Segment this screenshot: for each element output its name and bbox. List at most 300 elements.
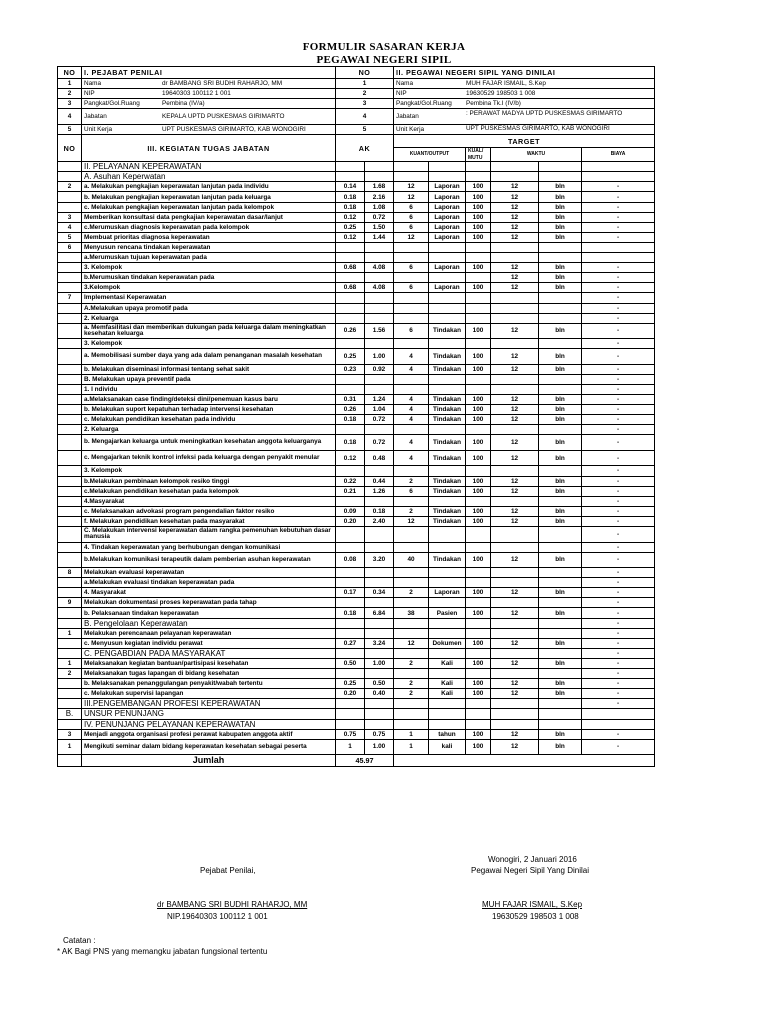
activity-quantity: 1 xyxy=(394,739,429,755)
activity-cost: - xyxy=(582,669,655,679)
activity-text: B. Pengelolaan Keperawatan xyxy=(82,618,336,628)
activity-time: 12 xyxy=(491,212,539,222)
identity-right-cell xyxy=(394,99,655,109)
activity-no: 1 xyxy=(58,739,82,755)
activity-time xyxy=(491,598,539,608)
activity-quantity: 12 xyxy=(394,516,429,526)
activity-cost: - xyxy=(582,638,655,648)
activity-quantity: 4 xyxy=(394,405,429,415)
activity-text: A. Asuhan Keperwatan xyxy=(82,172,336,182)
identity-no-right: 1 xyxy=(336,79,394,89)
activity-ak-total xyxy=(365,709,394,719)
activity-row xyxy=(58,263,655,273)
activity-quantity: 2 xyxy=(394,658,429,668)
activity-ak xyxy=(336,339,365,349)
activity-ak-total xyxy=(365,618,394,628)
activity-quantity: 4 xyxy=(394,349,429,365)
identity-no-right: 2 xyxy=(336,89,394,99)
activity-ak: 0.26 xyxy=(336,405,365,415)
activity-output-unit xyxy=(429,384,466,394)
identity-no: 3 xyxy=(58,99,82,109)
activity-no xyxy=(58,172,82,182)
activity-cost: - xyxy=(582,232,655,242)
activity-cost: - xyxy=(582,476,655,486)
activity-quantity: 6 xyxy=(394,222,429,232)
activity-quality: 100 xyxy=(466,232,491,242)
activity-quality xyxy=(466,374,491,384)
activity-row xyxy=(58,364,655,374)
activity-time xyxy=(491,568,539,578)
activity-cost: - xyxy=(582,212,655,222)
activity-cost: - xyxy=(582,405,655,415)
activity-time-unit xyxy=(539,242,582,252)
activity-output-unit xyxy=(429,253,466,263)
activity-ak-total xyxy=(365,273,394,283)
activity-cost: - xyxy=(582,364,655,374)
activity-cost: - xyxy=(582,496,655,506)
col-activity: III. KEGIATAN TUGAS JABATAN xyxy=(82,134,336,161)
identity-row xyxy=(58,89,655,99)
activity-quantity: 12 xyxy=(394,638,429,648)
activity-time xyxy=(491,313,539,323)
activity-no xyxy=(58,273,82,283)
activity-quantity xyxy=(394,466,429,476)
identity-row xyxy=(58,124,655,134)
activity-ak xyxy=(336,719,365,729)
activity-output-unit: Dokumen xyxy=(429,638,466,648)
activity-cost: - xyxy=(582,222,655,232)
activity-ak-total xyxy=(365,466,394,476)
activity-no: 3 xyxy=(58,729,82,739)
activity-row xyxy=(58,323,655,339)
activity-quantity: 2 xyxy=(394,689,429,699)
activity-quantity: 4 xyxy=(394,435,429,451)
identity-right-value: MUH FAJAR ISMAIL, S.Kep xyxy=(466,79,546,87)
activity-no xyxy=(58,476,82,486)
activity-time-unit: bln xyxy=(539,506,582,516)
activity-time xyxy=(491,384,539,394)
activity-row xyxy=(58,729,655,739)
activity-quality: 100 xyxy=(466,516,491,526)
activity-time: 12 xyxy=(491,405,539,415)
total-no xyxy=(58,755,82,767)
activity-text: Melaksanakan kegiatan bantuan/partisipasi kesehatan xyxy=(82,658,336,668)
activity-quantity: 4 xyxy=(394,364,429,374)
identity-no: 4 xyxy=(58,109,82,125)
col-no: NO xyxy=(58,134,82,161)
activity-output-unit: kali xyxy=(429,739,466,755)
activity-ak-total: 2.16 xyxy=(365,192,394,202)
activity-quantity xyxy=(394,273,429,283)
activity-cost: - xyxy=(582,598,655,608)
activity-no: 9 xyxy=(58,598,82,608)
activity-ak-total: 2.40 xyxy=(365,516,394,526)
activity-cost: - xyxy=(582,323,655,339)
activity-time: 12 xyxy=(491,729,539,739)
activity-cost xyxy=(582,709,655,719)
activity-no xyxy=(58,496,82,506)
activity-cost: - xyxy=(582,578,655,588)
activity-time: 12 xyxy=(491,689,539,699)
activity-quality xyxy=(466,172,491,182)
identity-label-right: NIP xyxy=(396,90,407,98)
identity-right-cell xyxy=(394,89,655,99)
activity-ak: 0.18 xyxy=(336,202,365,212)
activity-text: Melakukan dokumentasi proses keperawatan pada tahap xyxy=(82,598,336,608)
activity-quality xyxy=(466,568,491,578)
activity-ak: 0.25 xyxy=(336,222,365,232)
activity-output-unit: Tindakan xyxy=(429,415,466,425)
activity-quality: 100 xyxy=(466,679,491,689)
activity-text: Melaksanakan tugas lapangan di bidang kesehatan xyxy=(82,669,336,679)
activity-quality: 100 xyxy=(466,263,491,273)
identity-no-right: 3 xyxy=(336,99,394,109)
activity-text: B. Melakukan upaya preventif pada xyxy=(82,374,336,384)
place-date: Wonogiri, 2 Januari 2016 xyxy=(488,855,577,864)
activity-output-unit: Tindakan xyxy=(429,476,466,486)
pejabat-penilai-header: I. PEJABAT PENILAI xyxy=(82,67,336,79)
activity-output-unit: Tindakan xyxy=(429,450,466,466)
activity-cost: - xyxy=(582,273,655,283)
activity-time-unit: bln xyxy=(539,608,582,618)
identity-label: Unit Kerja xyxy=(84,125,113,133)
activity-cost: - xyxy=(582,349,655,365)
activity-no: 3 xyxy=(58,212,82,222)
activity-time-unit xyxy=(539,709,582,719)
activity-quantity xyxy=(394,628,429,638)
activity-output-unit xyxy=(429,172,466,182)
activity-output-unit xyxy=(429,162,466,172)
activity-text: Melakukan perencanaan pelayanan keperawatan xyxy=(82,628,336,638)
activity-text: 3. Kelompok xyxy=(82,466,336,476)
activity-quantity xyxy=(394,172,429,182)
activity-ak xyxy=(336,568,365,578)
activity-cost: - xyxy=(582,182,655,192)
activity-output-unit: Tindakan xyxy=(429,323,466,339)
activity-cost: - xyxy=(582,689,655,699)
activity-text: c.Melakukan pendidikan kesehatan pada kelompok xyxy=(82,486,336,496)
activity-quantity xyxy=(394,384,429,394)
activity-no xyxy=(58,435,82,451)
activity-text: b.Merumuskan tindakan keperawatan pada xyxy=(82,273,336,283)
activity-ak-total: 0.34 xyxy=(365,588,394,598)
activity-ak xyxy=(336,527,365,543)
activity-row xyxy=(58,349,655,365)
activity-row xyxy=(58,527,655,543)
activity-ak-total: 0.48 xyxy=(365,450,394,466)
activity-quality xyxy=(466,425,491,435)
activity-ak-total xyxy=(365,719,394,729)
activity-ak xyxy=(336,466,365,476)
right-signatory-nip: 19630529 198503 1 008 xyxy=(492,912,579,921)
activity-time: 12 xyxy=(491,739,539,755)
activity-cost: - xyxy=(582,648,655,658)
activity-row xyxy=(58,384,655,394)
activity-output-unit xyxy=(429,339,466,349)
activity-text: II. PELAYANAN KEPERAWATAN xyxy=(82,162,336,172)
activity-time-unit: bln xyxy=(539,435,582,451)
right-role: Pegawai Negeri Sipil Yang Dinilai xyxy=(471,866,589,875)
activity-cost: - xyxy=(582,313,655,323)
activity-time-unit: bln xyxy=(539,263,582,273)
activity-ak xyxy=(336,384,365,394)
activity-row xyxy=(58,202,655,212)
activity-ak: 0.75 xyxy=(336,729,365,739)
activity-quality: 100 xyxy=(466,739,491,755)
activity-row xyxy=(58,608,655,618)
activity-text: 3. Kelompok xyxy=(82,339,336,349)
activity-no xyxy=(58,323,82,339)
activity-row xyxy=(58,222,655,232)
activity-quantity xyxy=(394,568,429,578)
activity-time-unit: bln xyxy=(539,182,582,192)
activity-row xyxy=(58,739,655,755)
activity-time-unit xyxy=(539,384,582,394)
identity-label-right: Unit Kerja xyxy=(396,125,425,133)
activity-quality: 100 xyxy=(466,506,491,516)
activity-quantity xyxy=(394,719,429,729)
activity-output-unit: Kali xyxy=(429,658,466,668)
activity-time-unit: bln xyxy=(539,349,582,365)
activity-time xyxy=(491,162,539,172)
activity-time xyxy=(491,466,539,476)
activity-cost: - xyxy=(582,283,655,293)
activity-ak xyxy=(336,699,365,709)
activity-time: 12 xyxy=(491,516,539,526)
activity-ak xyxy=(336,628,365,638)
activity-quantity: 6 xyxy=(394,212,429,222)
activity-time-unit: bln xyxy=(539,450,582,466)
activity-ak-total: 1.44 xyxy=(365,232,394,242)
activity-quantity xyxy=(394,425,429,435)
activity-ak-total xyxy=(365,527,394,543)
activity-text: 4. Tindakan keperawatan yang berhubungan dengan komunikasi xyxy=(82,542,336,552)
activity-quality xyxy=(466,648,491,658)
activity-time xyxy=(491,699,539,709)
activity-cost xyxy=(582,162,655,172)
activity-text: c. Melakukan supervisi lapangan xyxy=(82,689,336,699)
activity-cost: - xyxy=(582,435,655,451)
activity-ak-total: 0.18 xyxy=(365,506,394,516)
activity-quality: 100 xyxy=(466,202,491,212)
activity-quantity: 6 xyxy=(394,283,429,293)
activity-text: 3.Kelompok xyxy=(82,283,336,293)
activity-no xyxy=(58,405,82,415)
activity-time-unit xyxy=(539,313,582,323)
activity-time: 12 xyxy=(491,192,539,202)
activity-ak xyxy=(336,374,365,384)
activity-quality: 100 xyxy=(466,415,491,425)
activity-quality xyxy=(466,578,491,588)
activity-text: Memberikan konsultasi data pengkajian keperawatan dasar/lanjut xyxy=(82,212,336,222)
activity-quality xyxy=(466,303,491,313)
activity-quality xyxy=(466,466,491,476)
activity-ak-total xyxy=(365,598,394,608)
activity-text: b. Melakukan suport kepatuhan terhadap intervensi kesehatan xyxy=(82,405,336,415)
activity-text: 1. I ndividu xyxy=(82,384,336,394)
activity-text: 4. Masyarakat xyxy=(82,588,336,598)
activity-quantity xyxy=(394,699,429,709)
activity-time-unit: bln xyxy=(539,638,582,648)
activity-row xyxy=(58,516,655,526)
left-signatory-nip: NIP.19640303 100112 1 001 xyxy=(167,912,268,921)
activity-ak: 0.12 xyxy=(336,212,365,222)
activity-quantity: 4 xyxy=(394,450,429,466)
note-text: * AK Bagi PNS yang memangku jabatan fungsional tertentu xyxy=(57,947,268,956)
activity-no xyxy=(58,486,82,496)
identity-left-cell xyxy=(82,99,336,109)
activity-no: B. xyxy=(58,709,82,719)
activity-text: a. Memobilisasi sumber daya yang ada dalam penanganan masalah kesehatan xyxy=(82,349,336,365)
activity-row xyxy=(58,283,655,293)
activity-ak xyxy=(336,709,365,719)
note-title: Catatan : xyxy=(63,936,96,945)
activity-no: 5 xyxy=(58,232,82,242)
activity-time: 12 xyxy=(491,182,539,192)
activity-text: Membuat prioritas diagnosa keperawatan xyxy=(82,232,336,242)
activity-row xyxy=(58,395,655,405)
activity-quality xyxy=(466,384,491,394)
activity-ak xyxy=(336,496,365,506)
activity-text: b.Melakukan komunikasi terapeutik dalam pemberian asuhan keperawatan xyxy=(82,552,336,568)
activity-ak: 0.26 xyxy=(336,323,365,339)
activity-quantity: 1 xyxy=(394,729,429,739)
activity-row xyxy=(58,172,655,182)
activity-cost xyxy=(582,719,655,729)
identity-right-cell xyxy=(394,109,655,125)
activity-time-unit xyxy=(539,339,582,349)
activity-ak-total: 0.92 xyxy=(365,364,394,374)
activity-ak xyxy=(336,425,365,435)
identity-no: 2 xyxy=(58,89,82,99)
activity-time-unit: bln xyxy=(539,192,582,202)
identity-no-right: 4 xyxy=(336,109,394,125)
col-kuant: KUANT/OUTPUT xyxy=(394,148,466,162)
identity-left-cell xyxy=(82,109,336,125)
activity-time xyxy=(491,303,539,313)
activity-row xyxy=(58,232,655,242)
activity-ak-total xyxy=(365,374,394,384)
activity-time-unit: bln xyxy=(539,273,582,283)
activity-quantity xyxy=(394,339,429,349)
identity-left-value: Pembina (IV/a) xyxy=(162,100,205,108)
activity-row xyxy=(58,496,655,506)
activity-no: 6 xyxy=(58,242,82,252)
right-signatory-name: MUH FAJAR ISMAIL, S.Kep xyxy=(482,900,583,909)
activity-ak xyxy=(336,242,365,252)
identity-row xyxy=(58,99,655,109)
activity-text: b. Melakukan diseminasi informasi tentang sehat sakit xyxy=(82,364,336,374)
activity-cost: - xyxy=(582,628,655,638)
activity-row xyxy=(58,212,655,222)
activity-time: 12 xyxy=(491,552,539,568)
activity-quantity: 2 xyxy=(394,476,429,486)
activity-row xyxy=(58,374,655,384)
identity-left-value: dr BAMBANG SRI BUDHI RAHARJO, MM xyxy=(162,80,283,88)
activity-ak-total: 1.56 xyxy=(365,323,394,339)
identity-left-value: 19640303 100112 1 001 xyxy=(162,90,231,98)
activity-quantity: 38 xyxy=(394,608,429,618)
activity-time: 12 xyxy=(491,588,539,598)
activity-ak-total: 1.68 xyxy=(365,182,394,192)
activity-no xyxy=(58,450,82,466)
activity-text: c. Melakukan pendidikan kesehatan pada individu xyxy=(82,415,336,425)
activity-time-unit: bln xyxy=(539,323,582,339)
activity-quantity xyxy=(394,242,429,252)
col-kual: KUAL/ MUTU xyxy=(466,148,491,162)
activity-ak-total: 1.24 xyxy=(365,395,394,405)
activity-time: 12 xyxy=(491,476,539,486)
activity-quality xyxy=(466,293,491,303)
activity-cost: - xyxy=(582,527,655,543)
activity-quantity: 2 xyxy=(394,679,429,689)
activity-time-unit xyxy=(539,542,582,552)
activity-quantity xyxy=(394,618,429,628)
activity-ak xyxy=(336,598,365,608)
activity-output-unit: Tindakan xyxy=(429,405,466,415)
activity-cost xyxy=(582,253,655,263)
activity-text: Menjadi anggota organisasi profesi perawat kabupaten anggota aktif xyxy=(82,729,336,739)
activity-quantity: 12 xyxy=(394,192,429,202)
activity-time-unit xyxy=(539,719,582,729)
activity-quality: 100 xyxy=(466,476,491,486)
activity-time-unit: bln xyxy=(539,739,582,755)
activity-ak xyxy=(336,542,365,552)
activity-time: 12 xyxy=(491,658,539,668)
activity-no xyxy=(58,283,82,293)
activity-time-unit: bln xyxy=(539,283,582,293)
activity-output-unit xyxy=(429,374,466,384)
activity-time: 12 xyxy=(491,395,539,405)
activity-quantity xyxy=(394,303,429,313)
activity-cost: - xyxy=(582,542,655,552)
activity-cost: - xyxy=(582,618,655,628)
activity-no xyxy=(58,527,82,543)
activity-ak: 0.18 xyxy=(336,192,365,202)
activity-time: 12 xyxy=(491,283,539,293)
identity-left-cell xyxy=(82,79,336,89)
activity-text: a.Melakukan evaluasi tindakan keperawatan pada xyxy=(82,578,336,588)
activity-no xyxy=(58,578,82,588)
activity-output-unit: Laporan xyxy=(429,263,466,273)
activity-row xyxy=(58,658,655,668)
activity-time: 12 xyxy=(491,323,539,339)
activity-time xyxy=(491,648,539,658)
activity-cost: - xyxy=(582,374,655,384)
activity-ak: 0.18 xyxy=(336,608,365,618)
activity-row xyxy=(58,669,655,679)
activity-time: 12 xyxy=(491,202,539,212)
activity-time: 12 xyxy=(491,506,539,516)
activity-quality: 100 xyxy=(466,222,491,232)
activity-row xyxy=(58,542,655,552)
activity-quantity xyxy=(394,162,429,172)
activity-no xyxy=(58,552,82,568)
activity-cost: - xyxy=(582,202,655,212)
activity-time xyxy=(491,253,539,263)
activity-ak xyxy=(336,172,365,182)
activity-ak: 0.23 xyxy=(336,364,365,374)
activity-quantity xyxy=(394,542,429,552)
activity-ak: 0.20 xyxy=(336,516,365,526)
activity-no xyxy=(58,192,82,202)
activity-output-unit: Laporan xyxy=(429,182,466,192)
activity-quality xyxy=(466,496,491,506)
activity-ak-total xyxy=(365,578,394,588)
activity-ak-total: 0.40 xyxy=(365,689,394,699)
activity-ak-total: 0.75 xyxy=(365,729,394,739)
activity-output-unit: Kali xyxy=(429,679,466,689)
